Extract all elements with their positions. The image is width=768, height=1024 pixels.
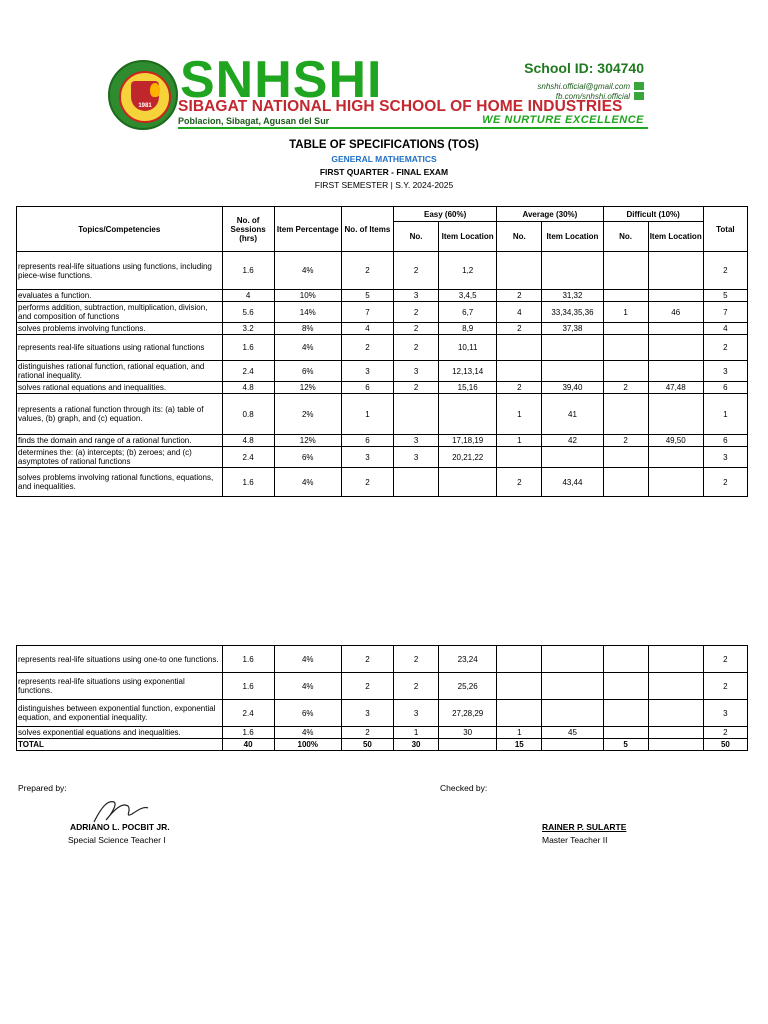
- total-difficult-location: [648, 739, 703, 751]
- difficult-location-cell: 49,50: [648, 435, 703, 447]
- header-easy-location: Item Location: [439, 222, 497, 252]
- total-total: 50: [703, 739, 747, 751]
- header-total: Total: [703, 207, 747, 252]
- total-cell: 5: [703, 290, 747, 302]
- header-easy-no: No.: [394, 222, 439, 252]
- items-cell: 4: [341, 323, 393, 335]
- topic-cell: distinguishes between exponential function, exponential equation, and exponential inequality.: [17, 700, 223, 727]
- prepared-by-label: Prepared by:: [18, 783, 67, 793]
- table-row: [17, 252, 748, 290]
- header-sessions: No. of Sessions (hrs): [222, 207, 274, 252]
- average-no-cell: 2: [497, 468, 542, 497]
- email-icon: [634, 82, 644, 90]
- difficult-no-cell: [603, 323, 648, 335]
- average-location-cell: [542, 646, 603, 673]
- percentage-cell: 4%: [274, 252, 341, 290]
- table-row: [17, 382, 748, 394]
- percentage-cell: 4%: [274, 468, 341, 497]
- exam-title: FIRST QUARTER - FINAL EXAM: [319, 167, 449, 177]
- items-cell: 7: [341, 302, 393, 323]
- average-no-cell: 4: [497, 302, 542, 323]
- percentage-cell: 8%: [274, 323, 341, 335]
- table-row: [17, 468, 748, 497]
- percentage-cell: 4%: [274, 673, 341, 700]
- items-cell: 2: [341, 727, 393, 739]
- average-no-cell: [497, 361, 542, 382]
- topic-cell: represents real-life situations using rational functions: [17, 335, 223, 361]
- table-row: [17, 302, 748, 323]
- difficult-location-cell: 47,48: [648, 382, 703, 394]
- easy-no-cell: 2: [394, 673, 439, 700]
- average-location-cell: 31,32: [542, 290, 603, 302]
- sessions-cell: 2.4: [222, 447, 274, 468]
- total-cell: 6: [703, 435, 747, 447]
- difficult-no-cell: 2: [603, 435, 648, 447]
- items-cell: 2: [341, 673, 393, 700]
- school-email: snhshi.official@gmail.com: [537, 82, 630, 91]
- percentage-cell: 12%: [274, 435, 341, 447]
- total-cell: 3: [703, 447, 747, 468]
- semester-line: [0, 180, 768, 190]
- total-label: TOTAL: [17, 739, 223, 751]
- percentage-cell: 14%: [274, 302, 341, 323]
- easy-no-cell: 1: [394, 727, 439, 739]
- easy-location-cell: [439, 394, 497, 435]
- topic-cell: represents a rational function through its: (a) table of values, (b) graph, and (c) equation.: [17, 394, 223, 435]
- sessions-cell: 1.6: [222, 335, 274, 361]
- total-difficult-no: 5: [603, 739, 648, 751]
- items-cell: 6: [341, 435, 393, 447]
- easy-location-cell: [439, 468, 497, 497]
- easy-location-cell: 8,9: [439, 323, 497, 335]
- difficult-no-cell: 1: [603, 302, 648, 323]
- average-location-cell: [542, 361, 603, 382]
- easy-location-cell: 25,26: [439, 673, 497, 700]
- average-no-cell: [497, 646, 542, 673]
- header-difficult-location: Item Location: [648, 222, 703, 252]
- easy-no-cell: [394, 394, 439, 435]
- easy-location-cell: 1,2: [439, 252, 497, 290]
- difficult-no-cell: [603, 447, 648, 468]
- difficult-no-cell: [603, 646, 648, 673]
- header-average: Average (30%): [497, 207, 603, 222]
- average-no-cell: [497, 673, 542, 700]
- sessions-cell: 1.6: [222, 468, 274, 497]
- difficult-no-cell: [603, 361, 648, 382]
- average-location-cell: 43,44: [542, 468, 603, 497]
- sessions-cell: 1.6: [222, 252, 274, 290]
- easy-location-cell: 17,18,19: [439, 435, 497, 447]
- total-cell: 3: [703, 700, 747, 727]
- table-row: [17, 447, 748, 468]
- easy-location-cell: 15,16: [439, 382, 497, 394]
- header-topics: Topics/Competencies: [17, 207, 223, 252]
- average-no-cell: 2: [497, 382, 542, 394]
- items-cell: 2: [341, 335, 393, 361]
- difficult-location-cell: [648, 323, 703, 335]
- total-percentage: 100%: [274, 739, 341, 751]
- letterhead: [108, 51, 648, 136]
- items-cell: 2: [341, 468, 393, 497]
- items-cell: 3: [341, 700, 393, 727]
- sessions-cell: 5.6: [222, 302, 274, 323]
- easy-no-cell: 2: [394, 323, 439, 335]
- average-location-cell: [542, 673, 603, 700]
- checked-by-name: RAINER P. SULARTE: [542, 822, 627, 832]
- sessions-cell: 4: [222, 290, 274, 302]
- topic-cell: represents real-life situations using functions, including piece-wise functions.: [17, 252, 223, 290]
- average-no-cell: 2: [497, 290, 542, 302]
- table-row: [17, 290, 748, 302]
- total-cell: 2: [703, 252, 747, 290]
- checked-by-title: Master Teacher II: [542, 835, 608, 845]
- total-easy-no: 30: [394, 739, 439, 751]
- difficult-location-cell: [648, 673, 703, 700]
- sessions-cell: 4.8: [222, 382, 274, 394]
- average-no-cell: 1: [497, 394, 542, 435]
- items-cell: 6: [341, 382, 393, 394]
- percentage-cell: 6%: [274, 361, 341, 382]
- school-facebook: fb.com/snhshi.official: [555, 92, 630, 101]
- average-no-cell: [497, 335, 542, 361]
- easy-location-cell: 30: [439, 727, 497, 739]
- header-average-no: No.: [497, 222, 542, 252]
- average-no-cell: 2: [497, 323, 542, 335]
- average-no-cell: [497, 447, 542, 468]
- sessions-cell: 1.6: [222, 673, 274, 700]
- table-row: [17, 435, 748, 447]
- total-cell: 6: [703, 382, 747, 394]
- easy-location-cell: 27,28,29: [439, 700, 497, 727]
- total-cell: 2: [703, 673, 747, 700]
- difficult-no-cell: [603, 727, 648, 739]
- total-cell: 2: [703, 468, 747, 497]
- sessions-cell: 4.8: [222, 435, 274, 447]
- average-no-cell: 1: [497, 727, 542, 739]
- school-full-name: SIBAGAT NATIONAL HIGH SCHOOL OF HOME INDUSTRIES: [178, 98, 623, 115]
- easy-location-cell: 10,11: [439, 335, 497, 361]
- items-cell: 5: [341, 290, 393, 302]
- average-location-cell: [542, 700, 603, 727]
- average-location-cell: 33,34,35,36: [542, 302, 603, 323]
- topic-cell: solves exponential equations and inequalities.: [17, 727, 223, 739]
- percentage-cell: 4%: [274, 646, 341, 673]
- table-row: [17, 646, 748, 673]
- sessions-cell: 1.6: [222, 646, 274, 673]
- items-cell: 3: [341, 361, 393, 382]
- table-row: [17, 335, 748, 361]
- topic-cell: determines the: (a) intercepts; (b) zeroes; and (c) asymptotes of rational functions: [17, 447, 223, 468]
- easy-no-cell: 3: [394, 700, 439, 727]
- total-row: [17, 739, 748, 751]
- difficult-no-cell: [603, 335, 648, 361]
- easy-no-cell: [394, 468, 439, 497]
- percentage-cell: 4%: [274, 335, 341, 361]
- total-average-location: [542, 739, 603, 751]
- difficult-location-cell: [648, 646, 703, 673]
- easy-location-cell: 3,4,5: [439, 290, 497, 302]
- easy-no-cell: 2: [394, 646, 439, 673]
- difficult-no-cell: 2: [603, 382, 648, 394]
- topic-cell: solves rational equations and inequalities.: [17, 382, 223, 394]
- items-cell: 3: [341, 447, 393, 468]
- sessions-cell: 1.6: [222, 727, 274, 739]
- header-divider: [178, 127, 648, 129]
- average-location-cell: 41: [542, 394, 603, 435]
- tos-table-part2: [16, 645, 748, 751]
- school-motto: WE NURTURE EXCELLENCE: [482, 114, 644, 126]
- brand-wordmark: SNHSHI: [180, 51, 383, 109]
- items-cell: 2: [341, 252, 393, 290]
- table-row: [17, 394, 748, 435]
- semester-label: FIRST SEMESTER: [314, 180, 389, 190]
- tos-table-part1: [16, 206, 748, 497]
- percentage-cell: 6%: [274, 447, 341, 468]
- total-cell: 2: [703, 646, 747, 673]
- easy-no-cell: 3: [394, 290, 439, 302]
- topic-cell: evaluates a function.: [17, 290, 223, 302]
- easy-no-cell: 3: [394, 447, 439, 468]
- easy-location-cell: 20,21,22: [439, 447, 497, 468]
- topic-cell: solves problems involving rational functions, equations, and inequalities.: [17, 468, 223, 497]
- difficult-no-cell: [603, 673, 648, 700]
- total-sessions: 40: [222, 739, 274, 751]
- average-location-cell: [542, 335, 603, 361]
- sessions-cell: 2.4: [222, 700, 274, 727]
- easy-no-cell: 3: [394, 361, 439, 382]
- sessions-cell: 3.2: [222, 323, 274, 335]
- average-location-cell: 42: [542, 435, 603, 447]
- table-row: [17, 673, 748, 700]
- difficult-location-cell: [648, 447, 703, 468]
- difficult-location-cell: [648, 727, 703, 739]
- average-location-cell: 39,40: [542, 382, 603, 394]
- difficult-location-cell: [648, 468, 703, 497]
- total-average-no: 15: [497, 739, 542, 751]
- topic-cell: finds the domain and range of a rational function.: [17, 435, 223, 447]
- topic-cell: distinguishes rational function, rational equation, and rational inequality.: [17, 361, 223, 382]
- easy-no-cell: 2: [394, 252, 439, 290]
- difficult-location-cell: [648, 361, 703, 382]
- total-cell: 2: [703, 727, 747, 739]
- average-no-cell: [497, 252, 542, 290]
- total-cell: 3: [703, 361, 747, 382]
- prepared-by-title: Special Science Teacher I: [68, 835, 166, 845]
- subject-title: GENERAL MATHEMATICS: [331, 154, 437, 164]
- table-row: [17, 323, 748, 335]
- easy-no-cell: 3: [394, 435, 439, 447]
- easy-location-cell: 6,7: [439, 302, 497, 323]
- easy-no-cell: 2: [394, 302, 439, 323]
- school-seal-logo: 1981: [108, 60, 178, 130]
- items-cell: 2: [341, 646, 393, 673]
- difficult-location-cell: [648, 700, 703, 727]
- total-cell: 1: [703, 394, 747, 435]
- total-cell: 4: [703, 323, 747, 335]
- average-no-cell: [497, 700, 542, 727]
- easy-no-cell: 2: [394, 335, 439, 361]
- percentage-cell: 4%: [274, 727, 341, 739]
- table-row: [17, 361, 748, 382]
- difficult-location-cell: [648, 394, 703, 435]
- total-easy-location: [439, 739, 497, 751]
- prepared-by-name: ADRIANO L. POCBIT JR.: [70, 822, 170, 832]
- percentage-cell: 12%: [274, 382, 341, 394]
- header-average-location: Item Location: [542, 222, 603, 252]
- table-row: [17, 700, 748, 727]
- easy-location-cell: 12,13,14: [439, 361, 497, 382]
- separator: |: [390, 180, 393, 190]
- average-location-cell: 37,38: [542, 323, 603, 335]
- total-cell: 7: [703, 302, 747, 323]
- topic-cell: represents real-life situations using exponential functions.: [17, 673, 223, 700]
- school-address: Poblacion, Sibagat, Agusan del Sur: [178, 116, 330, 126]
- percentage-cell: 6%: [274, 700, 341, 727]
- document-title: TABLE OF SPECIFICATIONS (TOS): [289, 139, 479, 151]
- percentage-cell: 10%: [274, 290, 341, 302]
- school-id: School ID: 304740: [524, 60, 644, 76]
- difficult-no-cell: [603, 290, 648, 302]
- total-items: 50: [341, 739, 393, 751]
- header-items: No. of Items: [341, 207, 393, 252]
- easy-no-cell: 2: [394, 382, 439, 394]
- topic-cell: performs addition, subtraction, multiplication, division, and composition of functions: [17, 302, 223, 323]
- items-cell: 1: [341, 394, 393, 435]
- topic-cell: represents real-life situations using one-to one functions.: [17, 646, 223, 673]
- percentage-cell: 2%: [274, 394, 341, 435]
- average-location-cell: [542, 447, 603, 468]
- header-difficult-no: No.: [603, 222, 648, 252]
- difficult-no-cell: [603, 394, 648, 435]
- difficult-no-cell: [603, 700, 648, 727]
- difficult-location-cell: [648, 335, 703, 361]
- difficult-no-cell: [603, 468, 648, 497]
- difficult-location-cell: 46: [648, 302, 703, 323]
- difficult-no-cell: [603, 252, 648, 290]
- total-cell: 2: [703, 335, 747, 361]
- difficult-location-cell: [648, 290, 703, 302]
- average-location-cell: 45: [542, 727, 603, 739]
- header-easy: Easy (60%): [394, 207, 497, 222]
- header-difficult: Difficult (10%): [603, 207, 703, 222]
- header-percentage: Item Percentage: [274, 207, 341, 252]
- easy-location-cell: 23,24: [439, 646, 497, 673]
- average-no-cell: 1: [497, 435, 542, 447]
- sessions-cell: 2.4: [222, 361, 274, 382]
- average-location-cell: [542, 252, 603, 290]
- difficult-location-cell: [648, 252, 703, 290]
- sessions-cell: 0.8: [222, 394, 274, 435]
- school-year: S.Y. 2024-2025: [395, 180, 454, 190]
- topic-cell: solves problems involving functions.: [17, 323, 223, 335]
- checked-by-label: Checked by:: [440, 783, 488, 793]
- table-row: [17, 727, 748, 739]
- facebook-icon: [634, 92, 644, 100]
